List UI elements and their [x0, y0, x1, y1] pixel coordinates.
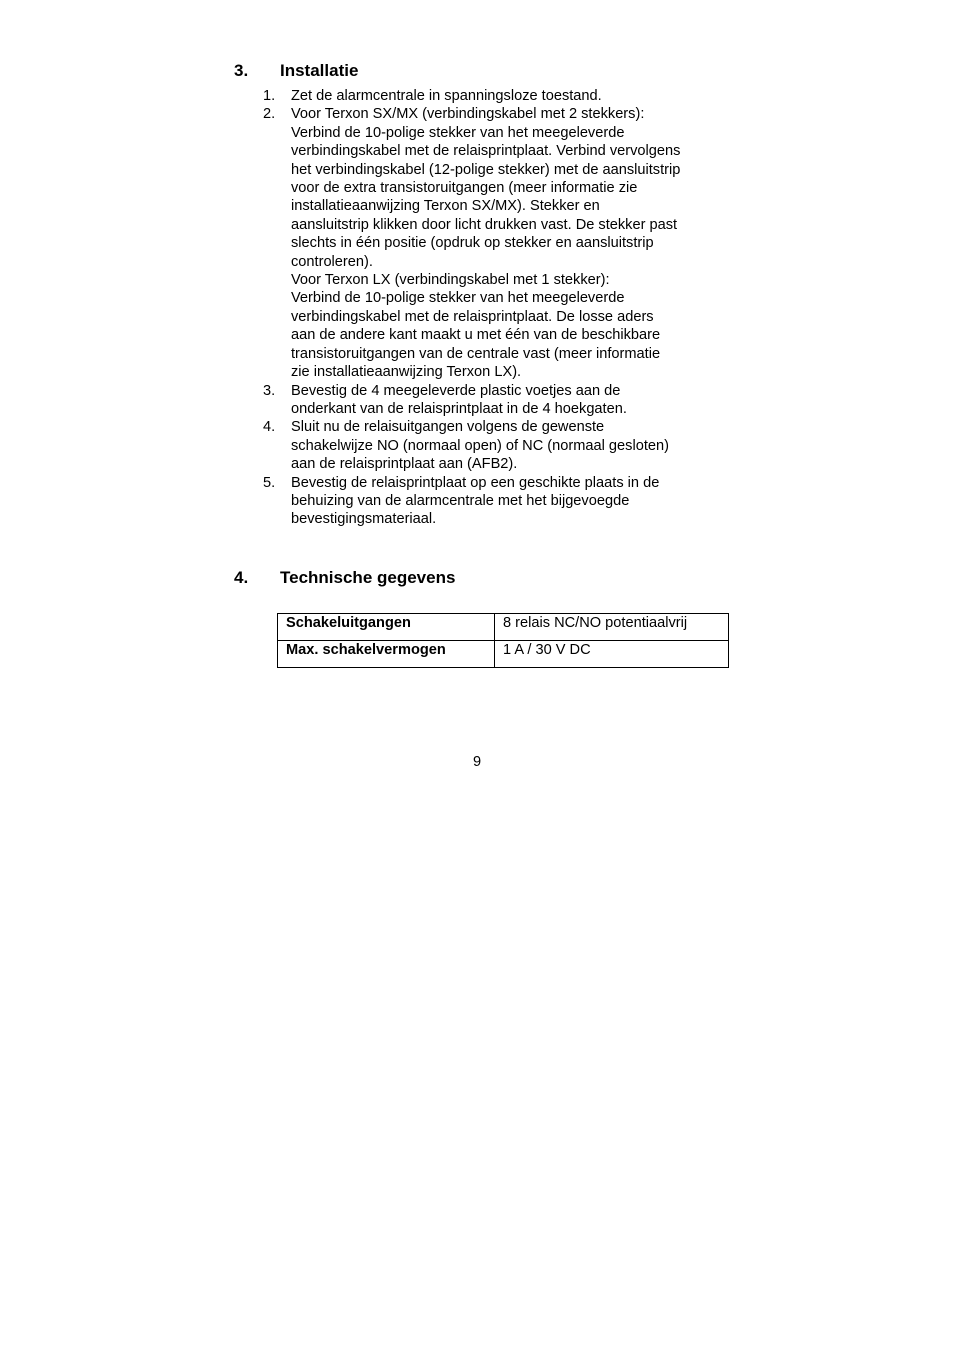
list-item-text: Voor Terxon LX (verbindingskabel met 1 stekker): [291, 272, 610, 289]
list-item-text: het verbindingskabel (12-polige stekker) met de aansluitstrip [291, 161, 681, 178]
list-item-text: Sluit nu de relaisuitgangen volgens de gewenste [291, 419, 605, 436]
list-item-text: onderkant van de relaisprintplaat in de 4 hoekgaten. [291, 400, 627, 417]
list-item-number: 4. [263, 419, 276, 436]
spec-value: 1 A / 30 V DC [495, 641, 729, 668]
installation-steps-list [263, 87, 733, 529]
list-item-number: 5. [263, 474, 276, 491]
section-title: Technische gegevens [280, 568, 456, 587]
list-item [263, 418, 733, 473]
list-item-number: 3. [263, 382, 276, 399]
list-item-text: transistoruitgangen van de centrale vast (meer informatie [291, 345, 661, 362]
list-item-text: Verbind de 10-polige stekker van het meegeleverde [291, 124, 625, 141]
list-item-text: Verbind de 10-polige stekker van het meegeleverde [291, 290, 625, 307]
list-item [263, 105, 733, 381]
list-item-text: Bevestig de relaisprintplaat op een geschikte plaats in de [291, 474, 660, 491]
list-item-text: verbindingskabel met de relaisprintplaat. De losse aders [291, 308, 654, 325]
list-item-number: 1. [263, 88, 276, 104]
section-heading-installatie [234, 61, 358, 81]
page-number: 9 [472, 754, 482, 770]
list-item [263, 474, 733, 529]
list-item-text: bevestigingsmateriaal. [291, 511, 437, 528]
list-item-text: Bevestig de 4 meegeleverde plastic voetjes aan de [291, 382, 621, 399]
list-item-number: 2. [263, 106, 276, 123]
spec-label: Max. schakelvermogen [278, 641, 495, 668]
list-item-text: slechts in één positie (opdruk op stekker en aansluitstrip [291, 235, 654, 252]
list-item-text: aansluitstrip klikken door licht drukken vast. De stekker past [291, 216, 678, 233]
list-item-text: voor de extra transistoruitgangen (meer informatie zie [291, 180, 638, 197]
section-title: Installatie [280, 61, 359, 80]
list-item-text: installatieaanwijzing Terxon SX/MX). Stekker en [291, 198, 600, 215]
list-item-text: verbindingskabel met de relaisprintplaat. Verbind vervolgens [291, 143, 681, 160]
spec-value: 8 relais NC/NO potentiaalvrij [495, 614, 729, 641]
list-item-text: aan de andere kant maakt u met één van de beschikbare [291, 327, 661, 344]
list-item-text: behuizing van de alarmcentrale met het bijgevoegde [291, 492, 630, 509]
list-item-text: zie installatieaanwijzing Terxon LX). [291, 364, 522, 381]
list-item-text: controleren). [291, 253, 373, 270]
section-heading-technische-gegevens [234, 568, 455, 588]
specifications-table [277, 613, 729, 668]
table-row [278, 641, 729, 668]
list-item-text: aan de relaisprintplaat aan (AFB2). [291, 456, 518, 473]
spec-label: Schakeluitgangen [278, 614, 495, 641]
section-number: 3. [234, 61, 249, 80]
list-item-text: schakelwijze NO (normaal open) of NC (normaal gesloten) [291, 437, 669, 454]
list-item-text: Voor Terxon SX/MX (verbindingskabel met 2 stekkers): [291, 106, 645, 123]
list-item [263, 382, 733, 419]
table-row [278, 614, 729, 641]
list-item-text: Zet de alarmcentrale in spanningsloze toestand. [291, 88, 602, 104]
section-number: 4. [234, 568, 249, 587]
list-item [263, 87, 733, 105]
